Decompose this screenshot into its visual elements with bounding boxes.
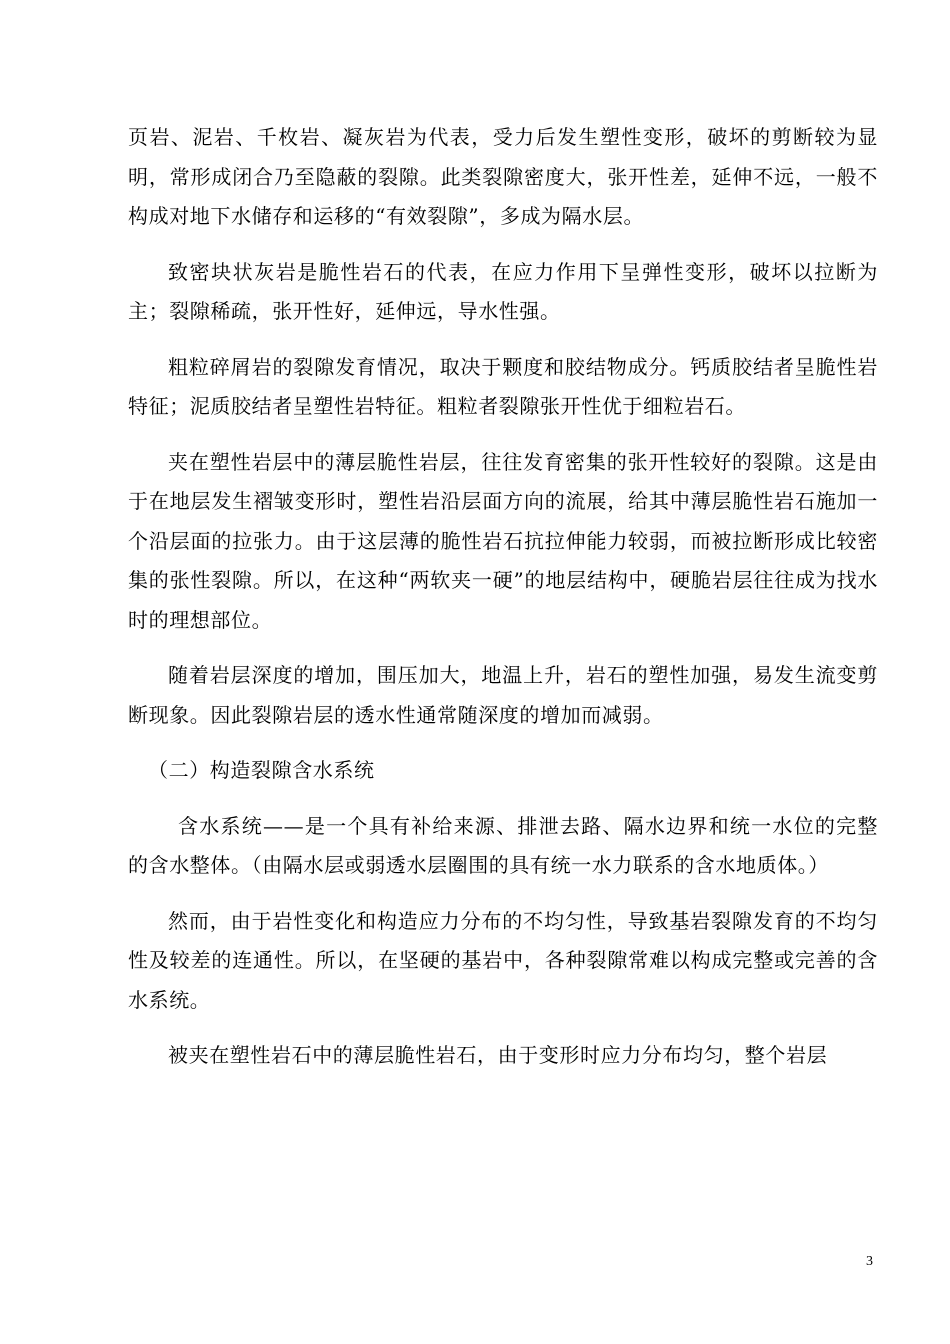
document-body <box>128 118 878 1092</box>
paragraph-aquifer-definition: 含水系统——是一个具有补给来源、排泄去路、隔水边界和统一水位的完整的含水整体。（由隔水层或弱透水层圈围的具有统一水力联系的含水地质体。） <box>128 813 878 877</box>
paragraph-sandwiched-layer: 被夹在塑性岩石中的薄层脆性岩石，由于变形时应力分布均匀，整个岩层 <box>168 1043 828 1067</box>
page-number: 3 <box>866 1254 873 1269</box>
paragraph-rock-types: 页岩、泥岩、千枚岩、凝灰岩为代表，受力后发生塑性变形，破坏的剪断较为显明，常形成闭合乃至隐蔽的裂隙。此类裂隙密度大，张开性差，延伸不远，一般不构成对地下水储存和运移的“有效裂隙”，多成为隔水层。 <box>128 125 878 228</box>
paragraph-depth: 随着岩层深度的增加，围压加大，地温上升，岩石的塑性加强，易发生流变剪断现象。因此裂隙岩层的透水性通常随深度的增加而减弱。 <box>128 663 878 727</box>
paragraph-heterogeneity: 然而，由于岩性变化和构造应力分布的不均匀性，导致基岩裂隙发育的不均匀性及较差的连通性。所以，在坚硬的基岩中，各种裂隙常难以构成完整或完善的含水系统。 <box>128 908 878 1012</box>
section-heading: （二）构造裂隙含水系统 <box>148 758 375 782</box>
paragraph-limestone: 致密块状灰岩是脆性岩石的代表，在应力作用下呈弹性变形，破坏以拉断为主；裂隙稀疏，张开性好，延伸远，导水性强。 <box>128 259 878 323</box>
paragraph-brittle-layer: 夹在塑性岩层中的薄层脆性岩层，往往发育密集的张开性较好的裂隙。这是由于在地层发生褶皱变形时，塑性岩沿层面方向的流展，给其中薄层脆性岩石施加一个沿层面的拉张力。由于这层薄的脆性岩石抗拉伸能力较弱，而被拉断形成比较密集的张性裂隙。所以，在这种“两软夹一硬”的地层结构中，硬脆岩层往往成为找水时的理想部位。 <box>128 449 878 632</box>
paragraph-clastic-rock: 粗粒碎屑岩的裂隙发育情况，取决于颗度和胶结物成分。钙质胶结者呈脆性岩特征；泥质胶结者呈塑性岩特征。粗粒者裂隙张开性优于细粒岩石。 <box>128 354 878 418</box>
